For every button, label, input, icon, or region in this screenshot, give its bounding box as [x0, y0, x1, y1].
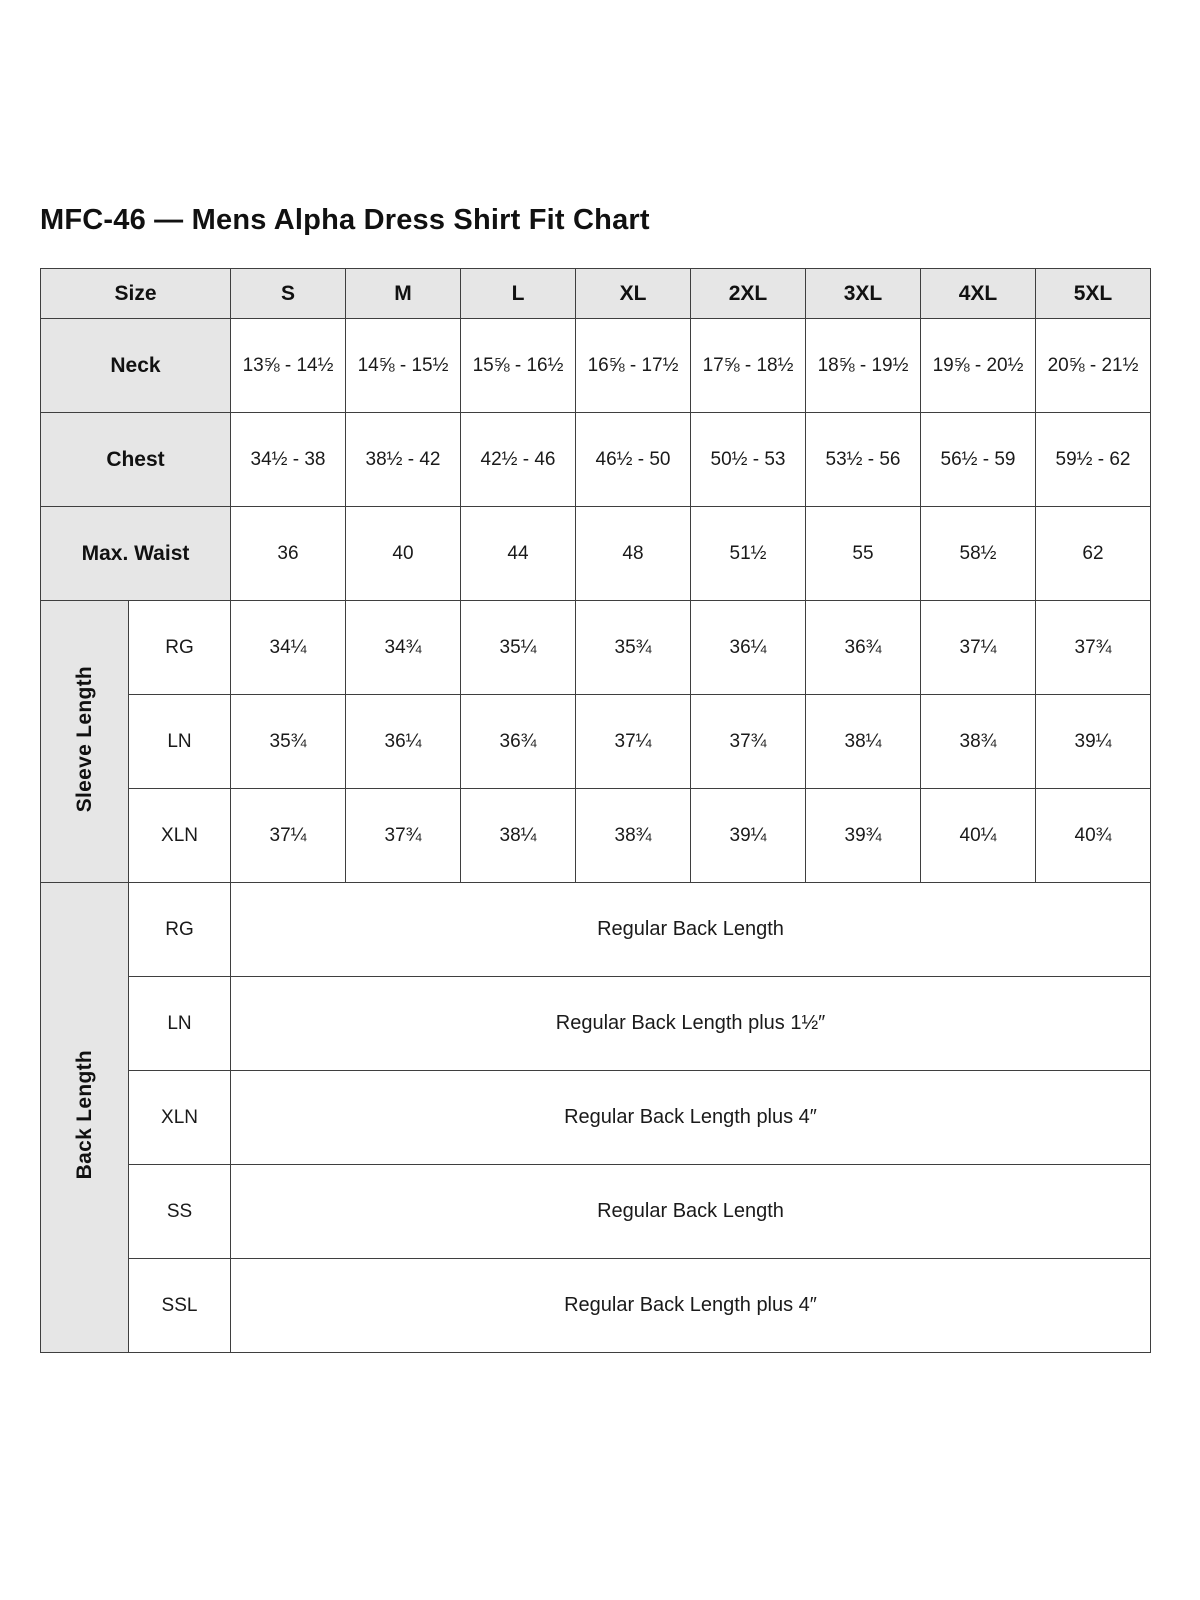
table-cell: 19⅝ - 20½ [921, 319, 1036, 413]
back-ssl-row [41, 1259, 1151, 1353]
column-header-m: M [346, 269, 461, 319]
back-rg-row [41, 883, 1151, 977]
size-header-label: Size [41, 269, 231, 319]
column-header-5xl: 5XL [1036, 269, 1151, 319]
table-cell: 51½ [691, 507, 806, 601]
table-cell: 15⅝ - 16½ [461, 319, 576, 413]
row-group-label-sleeve-length [41, 601, 129, 883]
table-cell: 55 [806, 507, 921, 601]
table-cell: 59½ - 62 [1036, 413, 1151, 507]
column-header-xl: XL [576, 269, 691, 319]
table-cell: 40¾ [1036, 789, 1151, 883]
table-cell: 34½ - 38 [231, 413, 346, 507]
row-label-neck: Neck [41, 319, 231, 413]
table-cell: 38½ - 42 [346, 413, 461, 507]
row-group-label-back-length [41, 883, 129, 1353]
variant-label: SSL [129, 1259, 231, 1353]
table-cell: 34¼ [231, 601, 346, 695]
table-cell: 37¼ [231, 789, 346, 883]
table-cell: 38¼ [461, 789, 576, 883]
sleeve-length-label: Sleeve Length [72, 665, 96, 813]
table-cell: 36¼ [346, 695, 461, 789]
table-cell: 42½ - 46 [461, 413, 576, 507]
back-length-value: Regular Back Length plus 4″ [231, 1071, 1151, 1165]
back-ss-row [41, 1165, 1151, 1259]
table-cell: 35¾ [576, 601, 691, 695]
table-cell: 13⅝ - 14½ [231, 319, 346, 413]
back-length-value: Regular Back Length [231, 1165, 1151, 1259]
table-cell: 36¼ [691, 601, 806, 695]
table-cell: 36¾ [461, 695, 576, 789]
table-cell: 35¼ [461, 601, 576, 695]
table-cell: 36¾ [806, 601, 921, 695]
table-cell: 53½ - 56 [806, 413, 921, 507]
table-cell: 38¼ [806, 695, 921, 789]
variant-label: RG [129, 883, 231, 977]
table-cell: 40¼ [921, 789, 1036, 883]
table-cell: 44 [461, 507, 576, 601]
chest-row [41, 413, 1151, 507]
column-header-4xl: 4XL [921, 269, 1036, 319]
table-cell: 38¾ [921, 695, 1036, 789]
table-cell: 46½ - 50 [576, 413, 691, 507]
table-cell: 18⅝ - 19½ [806, 319, 921, 413]
page-title: MFC-46 — Mens Alpha Dress Shirt Fit Chart [40, 204, 650, 236]
max-waist-row [41, 507, 1151, 601]
table-header-row [41, 269, 1151, 319]
table-cell: 48 [576, 507, 691, 601]
table-cell: 36 [231, 507, 346, 601]
table-cell: 37¼ [576, 695, 691, 789]
variant-label: LN [129, 695, 231, 789]
table-cell: 56½ - 59 [921, 413, 1036, 507]
sleeve-rg-row [41, 601, 1151, 695]
table-cell: 17⅝ - 18½ [691, 319, 806, 413]
back-length-value: Regular Back Length [231, 883, 1151, 977]
table-cell: 34¾ [346, 601, 461, 695]
neck-row [41, 319, 1151, 413]
table-cell: 14⅝ - 15½ [346, 319, 461, 413]
back-length-value: Regular Back Length plus 4″ [231, 1259, 1151, 1353]
variant-label: XLN [129, 789, 231, 883]
table-cell: 39¼ [1036, 695, 1151, 789]
variant-label: RG [129, 601, 231, 695]
table-cell: 35¾ [231, 695, 346, 789]
table-cell: 16⅝ - 17½ [576, 319, 691, 413]
back-ln-row [41, 977, 1151, 1071]
sleeve-xln-row [41, 789, 1151, 883]
row-label-max-waist: Max. Waist [41, 507, 231, 601]
back-length-value: Regular Back Length plus 1½″ [231, 977, 1151, 1071]
variant-label: XLN [129, 1071, 231, 1165]
table-cell: 58½ [921, 507, 1036, 601]
table-cell: 38¾ [576, 789, 691, 883]
row-label-chest: Chest [41, 413, 231, 507]
table-cell: 37¾ [691, 695, 806, 789]
back-length-label: Back Length [72, 1050, 96, 1180]
variant-label: SS [129, 1165, 231, 1259]
table-cell: 37¾ [1036, 601, 1151, 695]
table-cell: 37¼ [921, 601, 1036, 695]
column-header-3xl: 3XL [806, 269, 921, 319]
table-cell: 20⅝ - 21½ [1036, 319, 1151, 413]
sleeve-ln-row [41, 695, 1151, 789]
variant-label: LN [129, 977, 231, 1071]
table-cell: 40 [346, 507, 461, 601]
table-cell: 62 [1036, 507, 1151, 601]
table-cell: 50½ - 53 [691, 413, 806, 507]
column-header-2xl: 2XL [691, 269, 806, 319]
column-header-s: S [231, 269, 346, 319]
fit-chart-table [40, 268, 1151, 1353]
column-header-l: L [461, 269, 576, 319]
table-cell: 39¾ [806, 789, 921, 883]
back-xln-row [41, 1071, 1151, 1165]
table-cell: 39¼ [691, 789, 806, 883]
table-cell: 37¾ [346, 789, 461, 883]
